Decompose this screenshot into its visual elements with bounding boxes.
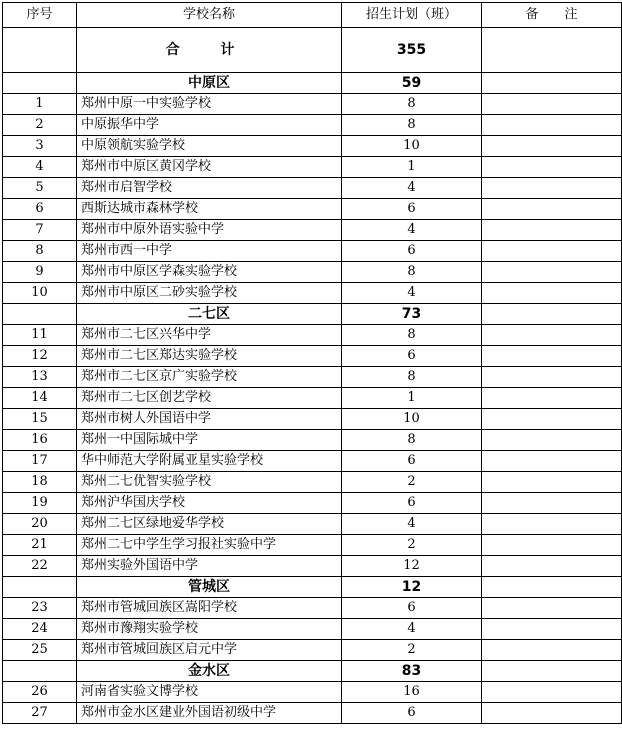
district-index-cell xyxy=(3,73,77,94)
header-note: 备 注 xyxy=(482,3,622,28)
row-note xyxy=(482,220,622,241)
row-note xyxy=(482,598,622,619)
table-row xyxy=(3,325,622,346)
header-school: 学校名称 xyxy=(77,3,342,28)
table-row xyxy=(3,640,622,661)
table-row xyxy=(3,682,622,703)
row-classes: 8 xyxy=(342,94,482,115)
district-note-cell xyxy=(482,304,622,325)
table-row xyxy=(3,262,622,283)
table-row xyxy=(3,157,622,178)
row-school-name: 郑州市金水区建业外国语初级中学 xyxy=(77,703,342,724)
row-school-name: 郑州市树人外国语中学 xyxy=(77,409,342,430)
row-index: 7 xyxy=(3,220,77,241)
row-school-name: 郑州沪华国庆学校 xyxy=(77,493,342,514)
table-row xyxy=(3,619,622,640)
row-note xyxy=(482,136,622,157)
row-index: 25 xyxy=(3,640,77,661)
table-row xyxy=(3,178,622,199)
row-classes: 6 xyxy=(342,241,482,262)
row-index: 6 xyxy=(3,199,77,220)
row-note xyxy=(482,556,622,577)
row-note xyxy=(482,157,622,178)
district-note-cell xyxy=(482,73,622,94)
row-index: 8 xyxy=(3,241,77,262)
row-note xyxy=(482,472,622,493)
row-index: 1 xyxy=(3,94,77,115)
row-index: 27 xyxy=(3,703,77,724)
district-value: 83 xyxy=(342,661,482,682)
row-school-name: 中原领航实验学校 xyxy=(77,136,342,157)
table-row xyxy=(3,535,622,556)
row-classes: 12 xyxy=(342,556,482,577)
district-note-cell xyxy=(482,661,622,682)
table-row xyxy=(3,598,622,619)
row-classes: 8 xyxy=(342,325,482,346)
row-school-name: 郑州市西一中学 xyxy=(77,241,342,262)
row-school-name: 郑州市管城回族区嵩阳学校 xyxy=(77,598,342,619)
district-row xyxy=(3,577,622,598)
row-classes: 6 xyxy=(342,346,482,367)
row-classes: 4 xyxy=(342,178,482,199)
row-classes: 2 xyxy=(342,640,482,661)
total-label: 合 计 xyxy=(77,28,342,73)
row-index: 4 xyxy=(3,157,77,178)
row-note xyxy=(482,262,622,283)
district-row xyxy=(3,73,622,94)
table-row xyxy=(3,220,622,241)
district-row xyxy=(3,304,622,325)
row-classes: 8 xyxy=(342,262,482,283)
row-classes: 2 xyxy=(342,472,482,493)
row-note xyxy=(482,346,622,367)
row-note xyxy=(482,640,622,661)
row-note xyxy=(482,115,622,136)
row-classes: 6 xyxy=(342,493,482,514)
row-index: 18 xyxy=(3,472,77,493)
row-school-name: 郑州市启智学校 xyxy=(77,178,342,199)
header-plan: 招生计划（班） xyxy=(342,3,482,28)
row-classes: 6 xyxy=(342,451,482,472)
row-index: 26 xyxy=(3,682,77,703)
row-school-name: 郑州市二七区兴华中学 xyxy=(77,325,342,346)
row-note xyxy=(482,703,622,724)
header-row xyxy=(3,3,622,28)
row-index: 19 xyxy=(3,493,77,514)
row-index: 9 xyxy=(3,262,77,283)
table-row xyxy=(3,472,622,493)
row-school-name: 河南省实验文博学校 xyxy=(77,682,342,703)
district-note-cell xyxy=(482,577,622,598)
row-school-name: 郑州市豫翔实验学校 xyxy=(77,619,342,640)
row-school-name: 郑州市中原区二砂实验学校 xyxy=(77,283,342,304)
row-index: 14 xyxy=(3,388,77,409)
row-school-name: 郑州二七优智实验学校 xyxy=(77,472,342,493)
table-row xyxy=(3,94,622,115)
table-row xyxy=(3,346,622,367)
row-classes: 10 xyxy=(342,136,482,157)
row-classes: 1 xyxy=(342,157,482,178)
row-classes: 8 xyxy=(342,430,482,451)
district-value: 12 xyxy=(342,577,482,598)
table-row xyxy=(3,451,622,472)
row-school-name: 郑州一中国际城中学 xyxy=(77,430,342,451)
row-school-name: 郑州市二七区郑达实验学校 xyxy=(77,346,342,367)
header-index: 序号 xyxy=(3,3,77,28)
table-row xyxy=(3,388,622,409)
row-classes: 4 xyxy=(342,283,482,304)
row-note xyxy=(482,682,622,703)
row-school-name: 郑州二七中学生学习报社实验中学 xyxy=(77,535,342,556)
row-index: 12 xyxy=(3,346,77,367)
row-note xyxy=(482,199,622,220)
row-note xyxy=(482,535,622,556)
row-note xyxy=(482,283,622,304)
table-row xyxy=(3,514,622,535)
row-note xyxy=(482,493,622,514)
table-row xyxy=(3,493,622,514)
row-classes: 8 xyxy=(342,115,482,136)
row-classes: 1 xyxy=(342,388,482,409)
table-row xyxy=(3,199,622,220)
row-school-name: 郑州市中原外语实验中学 xyxy=(77,220,342,241)
row-school-name: 郑州中原一中实验学校 xyxy=(77,94,342,115)
district-value: 59 xyxy=(342,73,482,94)
row-index: 24 xyxy=(3,619,77,640)
row-index: 20 xyxy=(3,514,77,535)
row-note xyxy=(482,430,622,451)
row-index: 17 xyxy=(3,451,77,472)
table-row xyxy=(3,430,622,451)
row-classes: 16 xyxy=(342,682,482,703)
row-note xyxy=(482,325,622,346)
district-index-cell xyxy=(3,661,77,682)
district-name: 管城区 xyxy=(77,577,342,598)
row-school-name: 郑州市中原区学森实验学校 xyxy=(77,262,342,283)
district-value: 73 xyxy=(342,304,482,325)
table-row xyxy=(3,241,622,262)
row-school-name: 郑州实验外国语中学 xyxy=(77,556,342,577)
row-classes: 4 xyxy=(342,514,482,535)
district-name: 中原区 xyxy=(77,73,342,94)
table-row xyxy=(3,409,622,430)
district-index-cell xyxy=(3,577,77,598)
row-note xyxy=(482,514,622,535)
row-index: 3 xyxy=(3,136,77,157)
row-classes: 6 xyxy=(342,199,482,220)
row-note xyxy=(482,94,622,115)
row-index: 10 xyxy=(3,283,77,304)
enrollment-plan-table xyxy=(2,2,622,724)
row-classes: 8 xyxy=(342,367,482,388)
row-index: 2 xyxy=(3,115,77,136)
row-note xyxy=(482,619,622,640)
district-index-cell xyxy=(3,304,77,325)
row-school-name: 郑州市管城回族区启元中学 xyxy=(77,640,342,661)
table-row xyxy=(3,283,622,304)
row-school-name: 郑州市二七区京广实验学校 xyxy=(77,367,342,388)
table-body xyxy=(3,28,622,724)
row-note xyxy=(482,367,622,388)
row-classes: 10 xyxy=(342,409,482,430)
row-index: 16 xyxy=(3,430,77,451)
total-note-cell xyxy=(482,28,622,73)
row-school-name: 郑州二七区绿地爱华学校 xyxy=(77,514,342,535)
row-classes: 4 xyxy=(342,220,482,241)
row-index: 22 xyxy=(3,556,77,577)
row-note xyxy=(482,409,622,430)
row-note xyxy=(482,388,622,409)
total-index-cell xyxy=(3,28,77,73)
row-index: 13 xyxy=(3,367,77,388)
row-note xyxy=(482,241,622,262)
district-name: 金水区 xyxy=(77,661,342,682)
district-row xyxy=(3,661,622,682)
row-classes: 6 xyxy=(342,598,482,619)
row-note xyxy=(482,178,622,199)
row-school-name: 郑州市二七区创艺学校 xyxy=(77,388,342,409)
row-school-name: 华中师范大学附属亚星实验学校 xyxy=(77,451,342,472)
row-classes: 4 xyxy=(342,619,482,640)
row-index: 5 xyxy=(3,178,77,199)
row-school-name: 郑州市中原区黄冈学校 xyxy=(77,157,342,178)
row-school-name: 西斯达城市森林学校 xyxy=(77,199,342,220)
row-note xyxy=(482,451,622,472)
table-row xyxy=(3,367,622,388)
row-index: 11 xyxy=(3,325,77,346)
row-classes: 6 xyxy=(342,703,482,724)
total-row xyxy=(3,28,622,73)
table-row xyxy=(3,115,622,136)
row-classes: 2 xyxy=(342,535,482,556)
row-school-name: 中原振华中学 xyxy=(77,115,342,136)
total-value: 355 xyxy=(342,28,482,73)
table-row xyxy=(3,136,622,157)
row-index: 15 xyxy=(3,409,77,430)
table-row xyxy=(3,556,622,577)
row-index: 23 xyxy=(3,598,77,619)
district-name: 二七区 xyxy=(77,304,342,325)
row-index: 21 xyxy=(3,535,77,556)
table-row xyxy=(3,703,622,724)
